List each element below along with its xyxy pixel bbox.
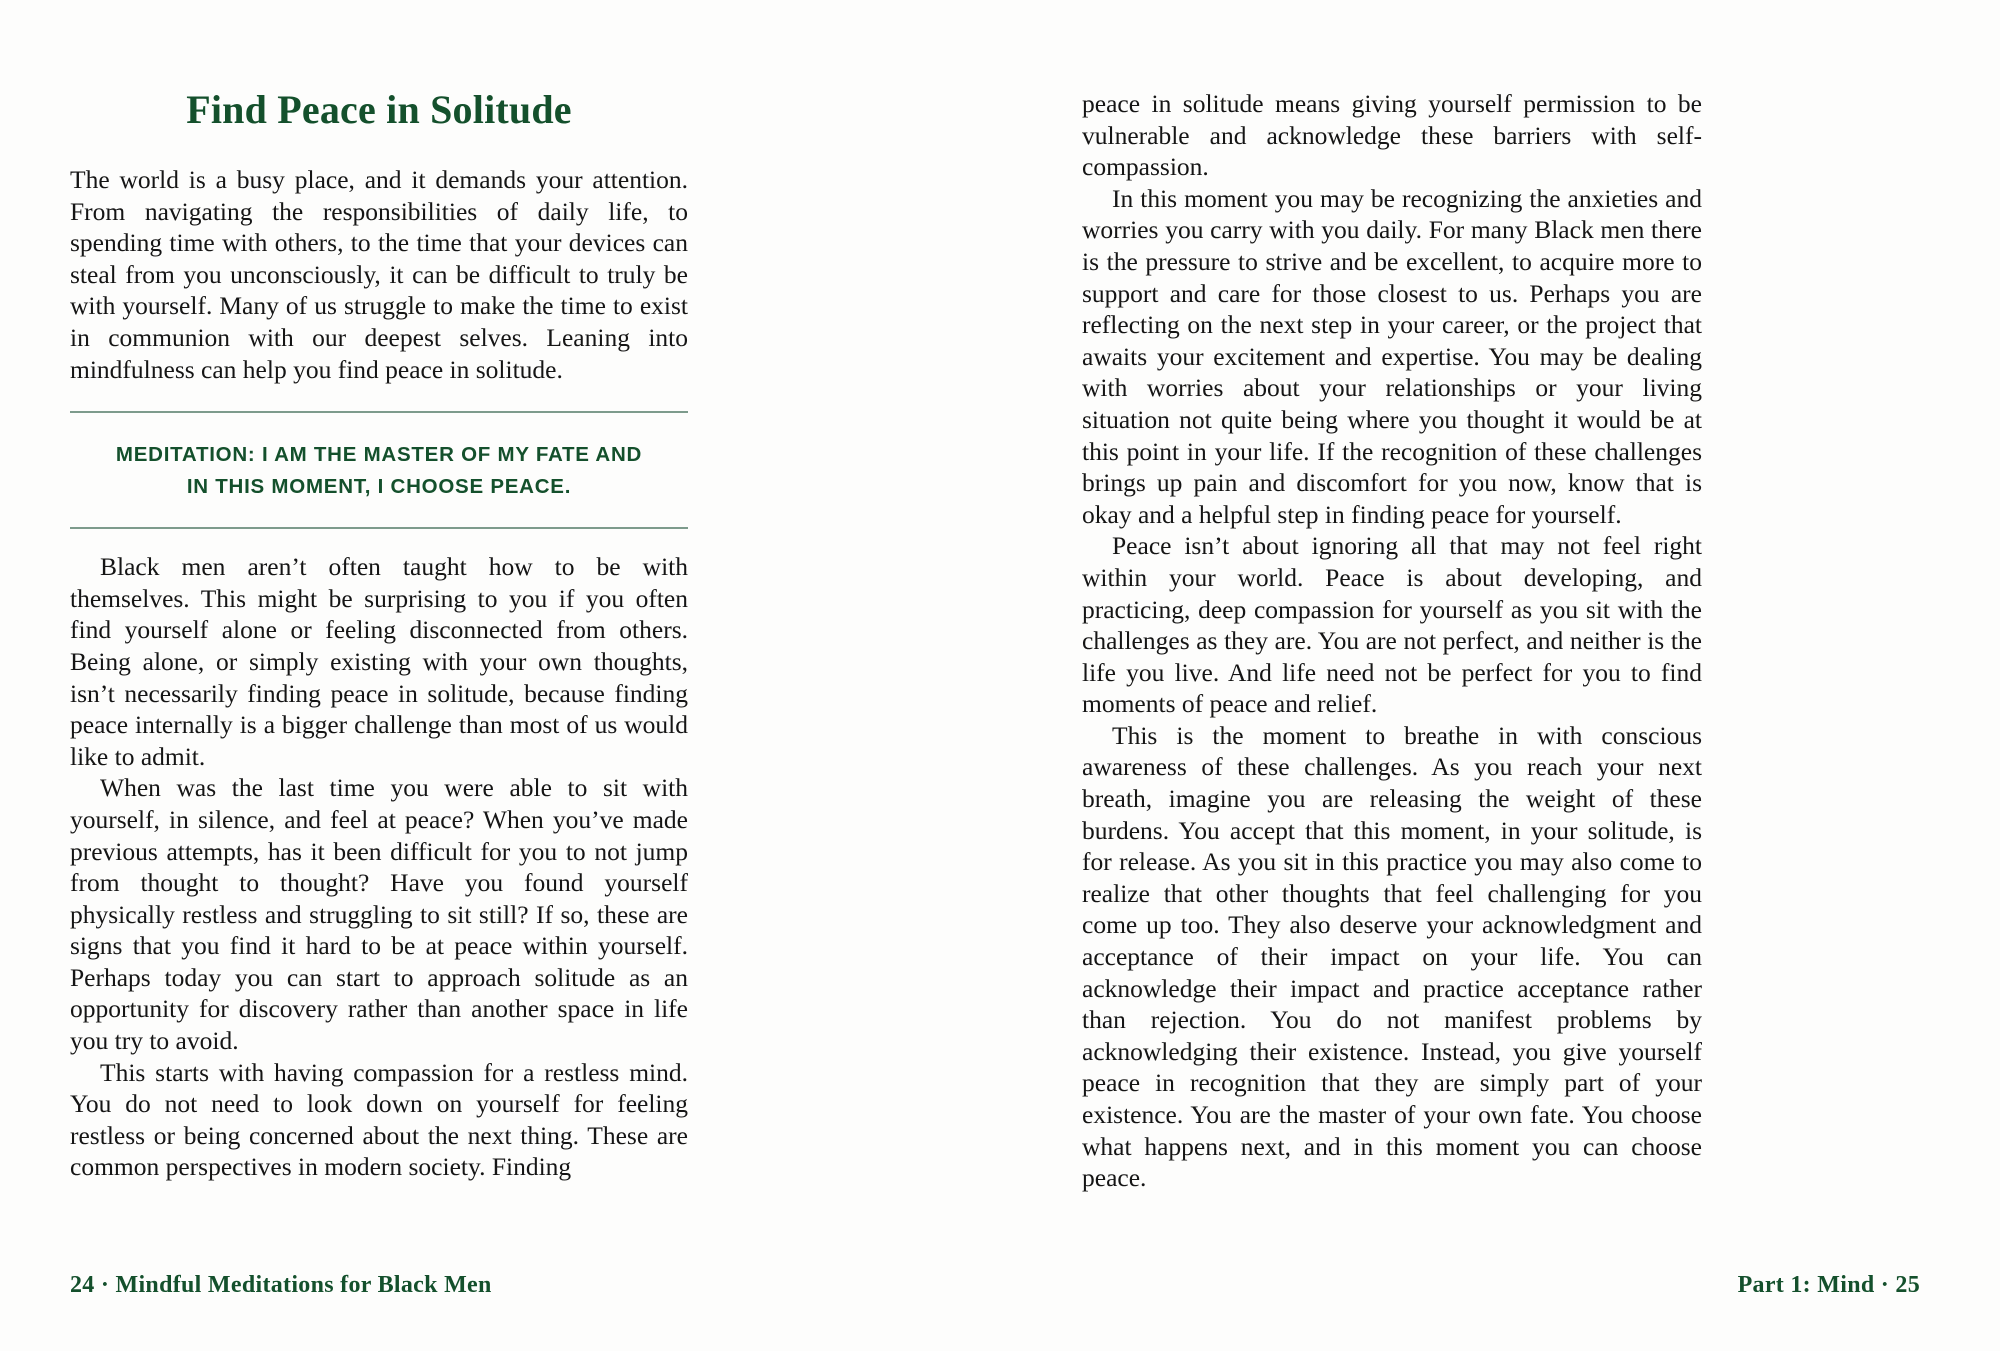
paragraph: Peace isn’t about ignoring all that may not feel right within your world. Peace is about developing, and practicing, deep compassion for yourself as you sit with the challenges as they are. You are not perfect, and neither is the life you live. And life need not be perfect for you to find moments of peace and relief. (1082, 531, 1702, 719)
paragraph: When was the last time you were able to sit with yourself, in silence, and feel at peace? When you’ve made previous attempts, has it been difficult for you to not jump from thought to thought? Have you found yourself physically restless and struggling to sit still? If so, these are signs that you find it hard to be at peace within yourself. Perhaps today you can start to approach solitude as an opportunity for discovery rather than another space in life you try to avoid. (70, 773, 688, 1056)
left-page-text-column (70, 88, 688, 1231)
left-page-footer: 24 · Mindful Meditations for Black Men (70, 1272, 492, 1298)
right-page-footer: Part 1: Mind · 25 (1737, 1272, 1920, 1298)
right-page-text-column (1082, 88, 1702, 1231)
paragraph: This is the moment to breathe in with conscious awareness of these challenges. As you reach your next breath, imagine you are releasing the weight of these burdens. You accept that this moment, in your solitude, is for release. As you sit in this practice you may also come to realize that other thoughts that feel challenging for you come up too. They also deserve your acknowledgment and acceptance of their impact on your life. You can acknowledge their impact and practice acceptance rather than rejection. You do not manifest problems by acknowledging their existence. Instead, you give yourself peace in recognition that they are simply part of your existence. You are the master of your own fate. You choose what happens next, and in this moment you can choose peace. (1082, 720, 1702, 1193)
paragraph: Black men aren’t often taught how to be with themselves. This might be surprising to you if you often find yourself alone or feeling disconnected from others. Being alone, or simply existing with your own thoughts, isn’t necessarily finding peace in solitude, because finding peace internally is a bigger challenge than most of us would like to admit. (70, 552, 688, 771)
paragraph: In this moment you may be recognizing the anxieties and worries you carry with you daily. For many Black men there is the pressure to strive and be excellent, to acquire more to support and care for those closest to us. Perhaps you are reflecting on the next step in your career, or the project that awaits your excitement and expertise. You may be dealing with worries about your relationships or your living situation not quite being where you thought it would be at this point in your life. If the recognition of these challenges brings up pain and discomfort for you now, know that is okay and a helpful step in finding peace for yourself. (1082, 183, 1702, 529)
meditation-callout (70, 411, 688, 529)
paragraph: The world is a busy place, and it demands your attention. From navigating the responsibilities of daily life, to spending time with others, to the time that your devices can steal from you unconsciously, it can be difficult to truly be with yourself. Many of us struggle to make the time to exist in communion with our deepest selves. Leaning into mindfulness can help you find peace in solitude. (70, 165, 688, 384)
meditation-rule-bottom (70, 527, 688, 529)
meditation-line-1: MEDITATION: I AM THE MASTER OF MY FATE AND (115, 443, 643, 467)
paragraph: This starts with having compassion for a restless mind. You do not need to look down on yourself for feeling restless or being concerned about the next thing. These are common perspectives in modern society. Finding (70, 1057, 688, 1182)
right-page (1000, 0, 2000, 1351)
meditation-line-2: IN THIS MOMENT, I CHOOSE PEACE. (186, 475, 572, 499)
page-title: Find Peace in Solitude (186, 87, 572, 132)
paragraph: peace in solitude means giving yourself permission to be vulnerable and acknowledge these barriers with self-compassion. (1082, 89, 1702, 182)
meditation-text (70, 413, 688, 527)
